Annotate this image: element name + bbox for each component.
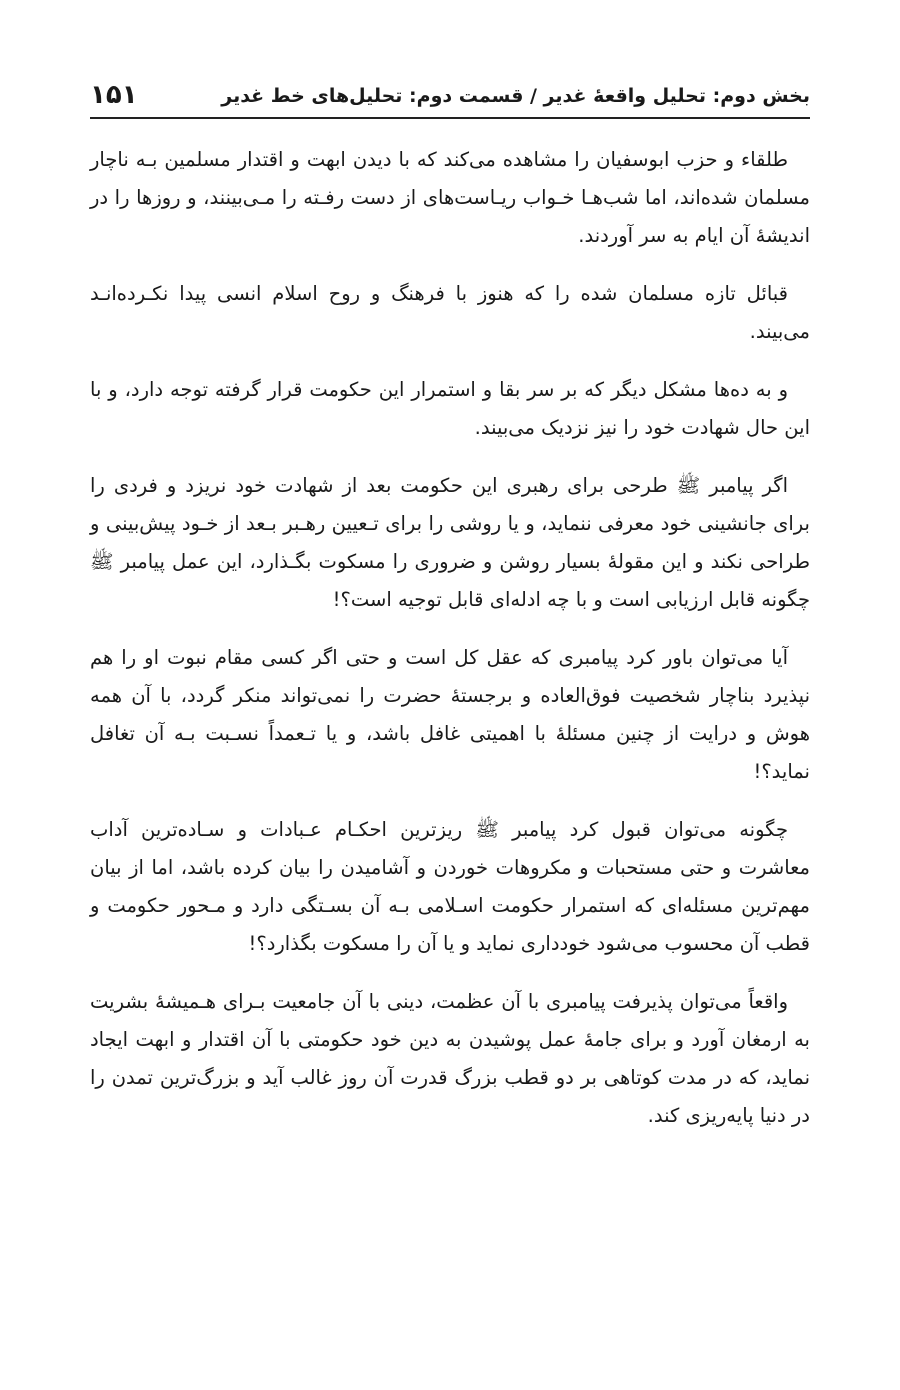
header-divider (90, 117, 810, 119)
running-header (90, 74, 810, 114)
body-text (90, 141, 810, 1155)
paragraph: طلقاء و حزب ابوسفیان را مشاهده می‌کند که با دیدن ابهت و اقتدار مسلمین بـه ناچار مسلمان شده‌اند، اما شب‌هـا خـواب ریـاست‌های از دست رفـته را مـی‌بینند، و روزها را در اندیشهٔ آن ایام به سر آوردند. (90, 148, 810, 247)
paragraph: آیا می‌توان باور کرد پیامبری که عقل کل است و حتی اگر کسی مقام نبوت او را هم نپذیرد بناچار شخصیت فوق‌العاده و برجستهٔ حضرت را نمی‌تواند منکر گردد، با آن همه هوش و درایت از چنین مسئلهٔ با اهمیتی غافل باشد، و یا تـعمداً نسـبت بـه آن تغافل نماید؟! (90, 646, 810, 783)
paragraph: واقعاً می‌توان پذیرفت پیامبری با آن عظمت، دینی با آن جامعیت بـرای هـمیشهٔ بشریت به ارمغان آورد و برای جامهٔ عمل پوشیدن به دین خود حکومتی با آن اقتدار و ابهت ایجاد نماید، که در مدت کوتاهی بر دو قطب بزرگ قدرت آن روز غالب آید و بزرگ‌ترین تمدن را در دنیا پایه‌ریزی کند. (90, 990, 810, 1127)
paragraph: چگونه می‌توان قبول کرد پیامبر ﷺ ریزترین احکـام عـبادات و سـاده‌ترین آداب معاشرت و حتی مستحبات و مکروهات خوردن و آشامیدن را بیان کرده باشد، اما از بیان مهم‌ترین مسئله‌ای که استمرار حکومت اسـلامی بـه آن بسـتگی دارد و مـحور حکومت و قطب آن محسوب می‌شود خودداری نماید و یا آن را مسکوت بگذارد؟! (90, 818, 810, 955)
paragraph: قبائل تازه مسلمان شده را که هنوز با فرهنگ و روح اسلام انسی پیدا نکـرده‌انـد می‌بیند. (90, 282, 810, 343)
paragraph: اگر پیامبر ﷺ طرحی برای رهبری این حکومت بعد از شهادت خود نریزد و فردی را برای جانشینی خود معرفی ننماید، و یا روشی را برای تـعیین رهـبر بـعد از خـود پیش‌بینی و طراحی نکند و این مقولهٔ بسیار روشن و ضروری را مسکوت بگـذارد، این عمل پیامبر ﷺ چگونه قابل ارزیابی است و با چه ادله‌ای قابل توجیه است؟! (90, 474, 810, 611)
paragraph: و به ده‌ها مشکل دیگر که بر سر بقا و استمرار این حکومت قرار گرفته توجه دارد، و با این حال شهادت خود را نیز نزدیک می‌بیند. (90, 378, 810, 439)
page-number: ۱۵۱ (90, 80, 138, 110)
header-title: بخش دوم: تحلیل واقعهٔ غدیر / قسمت دوم: تحلیل‌های خط غدیر (221, 85, 810, 107)
book-page (90, 0, 810, 1390)
